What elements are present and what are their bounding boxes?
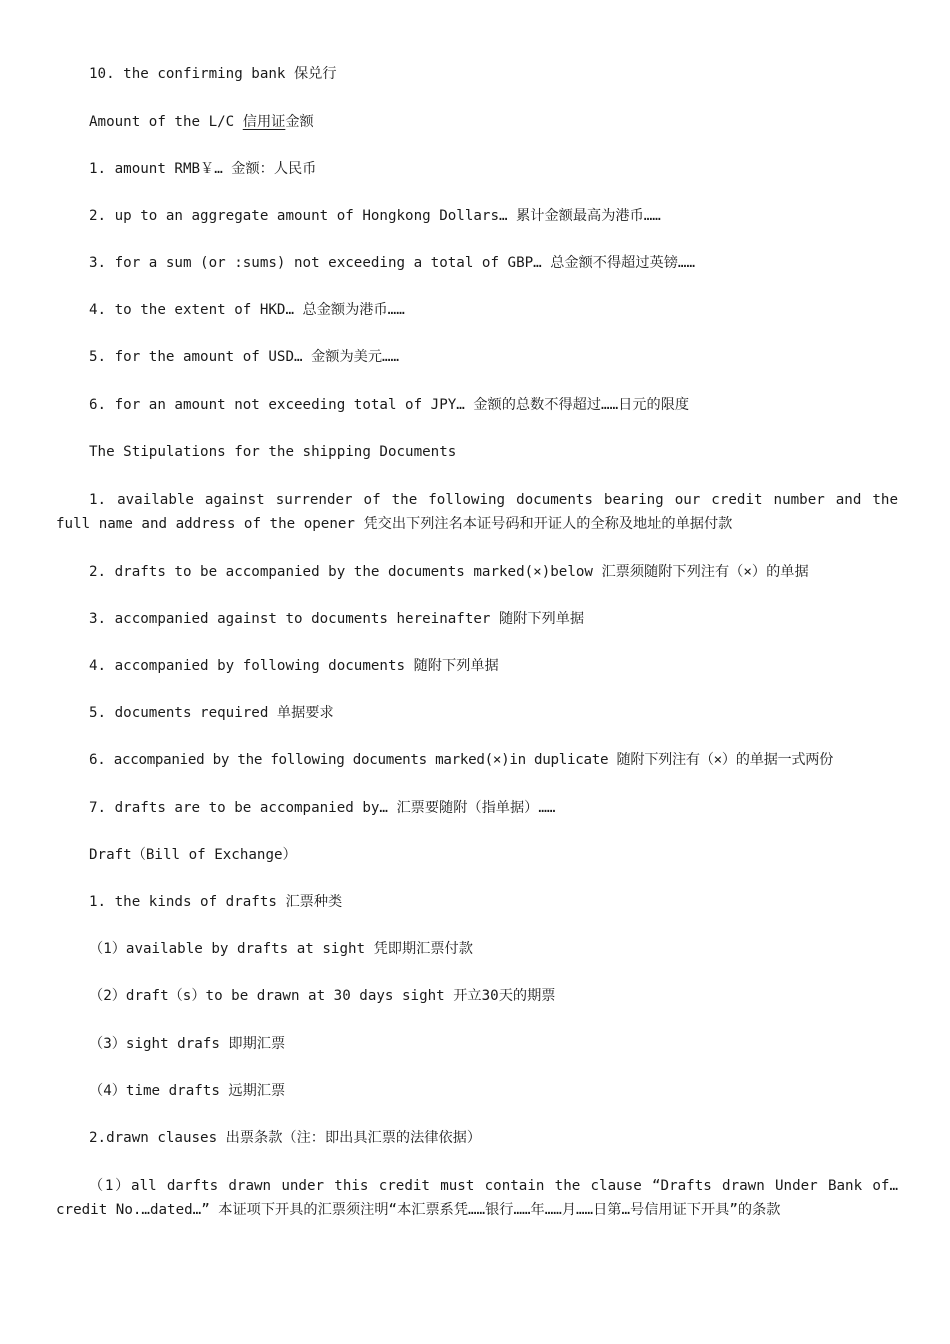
line-aggregate-hkd: 2. up to an aggregate amount of Hongkong Dollars… 累计金额最高为港币…… [89,208,661,224]
heading-draft: Draft（Bill of Exchange） [89,847,297,863]
line-sight-drafs: （3）sight drafs 即期汇票 [89,1036,286,1052]
heading-amount-of-lc [56,110,898,134]
line-confirming-bank: 10. the confirming bank 保兑行 [89,66,337,82]
line-accompanied-following: 4. accompanied by following documents 随附下列单据 [89,658,499,674]
line-available-against: 1. available against surrender of the following documents bearing our credit number and the full name and address of the opener 凭交出下列注名本证号码和开证人的全称及地址的单据付款 [56,492,898,532]
line-drafts-to-be-accompanied: 7. drafts are to be accompanied by… 汇票要随附（指单据）…… [89,800,556,816]
line-drafts-accompanied: 2. drafts to be accompanied by the documents marked(×)below 汇票须随附下列注有（×）的单据 [89,564,809,580]
line-amount-usd: 5. for the amount of USD… 金额为美元…… [89,349,400,365]
line-amount-rmb: 1. amount RMB￥… 金额：人民币 [89,161,317,177]
line-accompanied-hereinafter: 3. accompanied against to documents hereinafter 随附下列单据 [89,611,585,627]
line-kinds-of-drafts: 1. the kinds of drafts 汇票种类 [89,894,343,910]
heading-amount-suffix: 金额 [285,114,314,130]
line-time-drafts: （4）time drafts 远期汇票 [89,1083,286,1099]
heading-amount-underlined: 信用证 [242,114,286,130]
line-30-days-sight: （2）draft（s）to be drawn at 30 days sight 开立30天的期票 [89,988,556,1004]
line-drafts-at-sight: （1）available by drafts at sight 凭即期汇票付款 [89,941,473,957]
line-documents-required: 5. documents required 单据要求 [89,705,334,721]
heading-shipping-documents: The Stipulations for the shipping Documents [89,444,457,460]
line-duplicate: 6. accompanied by the following documents marked(×)in duplicate 随附下列注有（×）的单据一式两份 [89,752,834,768]
heading-amount-prefix: Amount of the L/C [89,114,243,130]
line-extent-hkd: 4. to the extent of HKD… 总金额为港币…… [89,302,405,318]
line-amount-jpy: 6. for an amount not exceeding total of JPY… 金额的总数不得超过……日元的限度 [89,397,690,413]
line-all-drafts-clause: （1）all darfts drawn under this credit must contain the clause “Drafts drawn Under Bank of… credit No.…dated…” 本证项下开具的汇票须注明“本汇票系凭……银行……年……月……日第…号信用证下开具”的条款 [56,1178,898,1218]
line-sum-gbp: 3. for a sum (or :sums) not exceeding a total of GBP… 总金额不得超过英镑…… [89,255,696,271]
line-drawn-clauses: 2.drawn clauses 出票条款（注：即出具汇票的法律依据） [89,1130,482,1146]
